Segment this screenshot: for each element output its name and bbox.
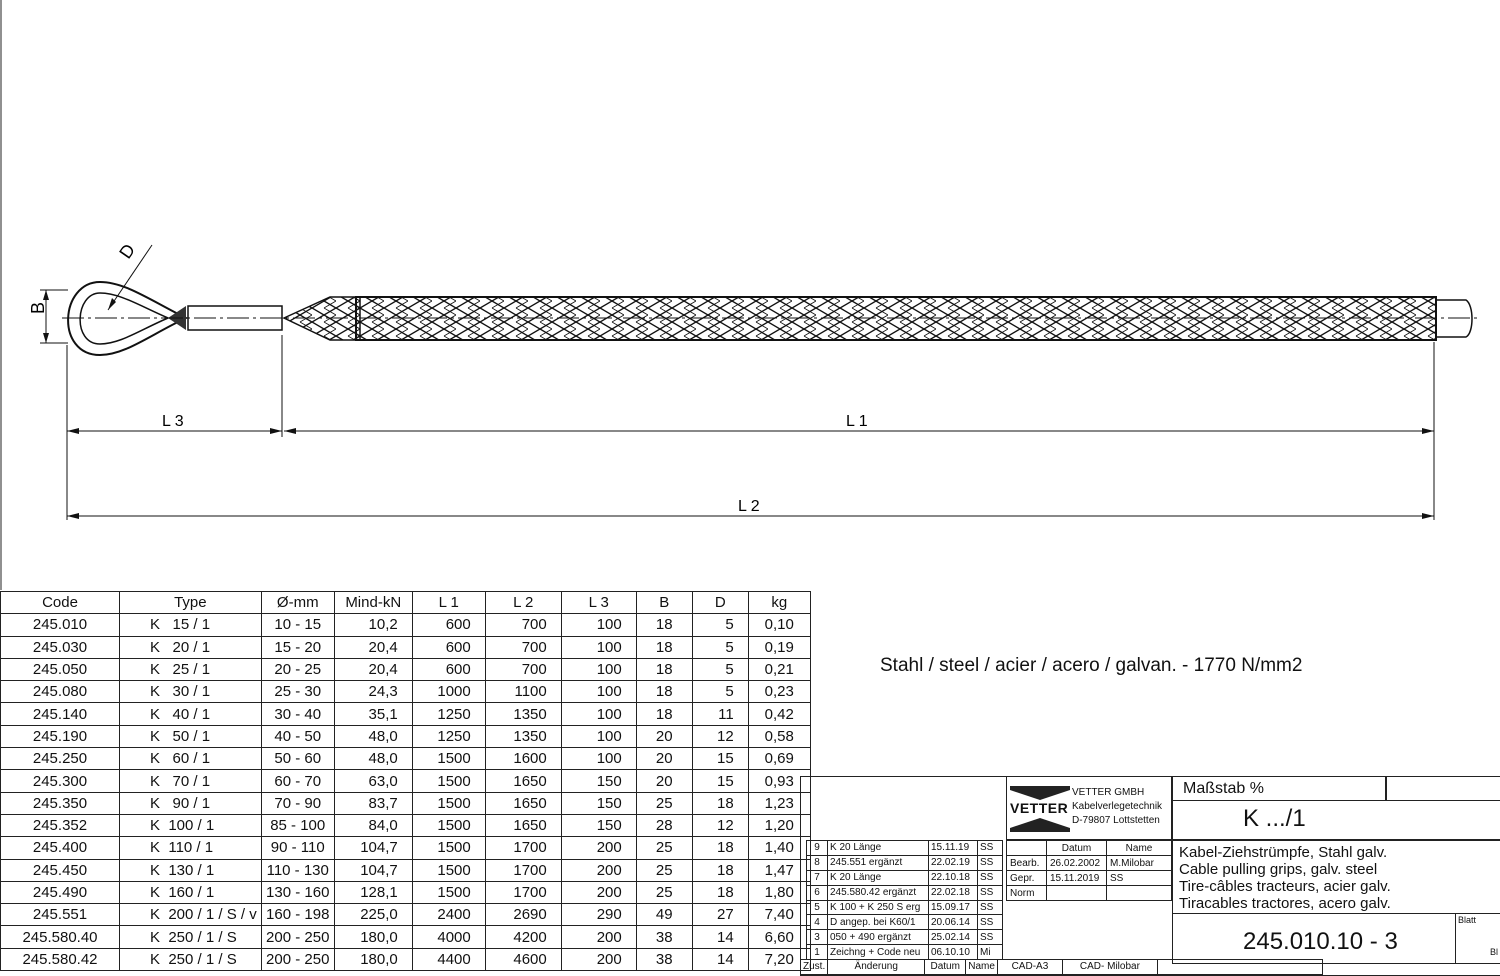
cell-code: 245.030 xyxy=(1,636,120,658)
cell-code: 245.450 xyxy=(1,859,120,881)
revision-name: SS xyxy=(978,870,1003,885)
cell-type: K 25 / 1 xyxy=(120,658,262,680)
cell-b: 20 xyxy=(636,748,692,770)
cell-l3: 100 xyxy=(561,748,636,770)
col-header-b: B xyxy=(636,592,692,614)
scale-value-box xyxy=(1386,776,1500,801)
cell-kg: 7,40 xyxy=(748,904,810,926)
revision-row xyxy=(807,900,1003,915)
cell-kg: 6,60 xyxy=(748,926,810,948)
revision-number: 1 xyxy=(807,945,828,960)
cell-b: 18 xyxy=(636,658,692,680)
cell-b: 38 xyxy=(636,926,692,948)
cell-d: 5 xyxy=(692,636,748,658)
cell-type: K 60 / 1 xyxy=(120,748,262,770)
cell-kg: 1,23 xyxy=(748,792,810,814)
cell-min-kn: 20,4 xyxy=(334,636,412,658)
revision-number: 7 xyxy=(807,870,828,885)
revision-change: 245.580.42 ergänzt xyxy=(828,885,929,900)
revision-name: SS xyxy=(978,930,1003,945)
cell-code: 245.300 xyxy=(1,770,120,792)
cell-type: K 100 / 1 xyxy=(120,814,262,836)
cell-l3: 290 xyxy=(561,904,636,926)
cell-b: 18 xyxy=(636,636,692,658)
revision-name: SS xyxy=(978,900,1003,915)
cell-code: 245.551 xyxy=(1,904,120,926)
cell-min-kn: 24,3 xyxy=(334,681,412,703)
scale-box xyxy=(1172,776,1386,801)
cell-code: 245.580.40 xyxy=(1,926,120,948)
revision-row xyxy=(807,915,1003,930)
model-name: K .../1 xyxy=(1243,805,1306,832)
cell-diameter: 60 - 70 xyxy=(261,770,334,792)
approval-body xyxy=(1007,856,1172,901)
revision-footer xyxy=(800,959,1323,975)
company-name: VETTER GMBH xyxy=(1072,787,1145,798)
company-line3: D-79807 Lottstetten xyxy=(1072,815,1160,826)
cell-d: 15 xyxy=(692,748,748,770)
approval-cell: 26.02.2002 xyxy=(1047,856,1107,871)
cell-l3: 100 xyxy=(561,658,636,680)
scale-label: Maßstab % xyxy=(1183,780,1264,797)
cell-kg: 0,10 xyxy=(748,614,810,636)
cell-diameter: 10 - 15 xyxy=(261,614,334,636)
cell-b: 20 xyxy=(636,725,692,747)
cell-type: K 250 / 1 / S xyxy=(120,926,262,948)
model-box xyxy=(1172,800,1500,840)
cell-l3: 150 xyxy=(561,770,636,792)
cell-d: 18 xyxy=(692,792,748,814)
revision-change: K 20 Länge xyxy=(828,870,929,885)
cell-type: K 20 / 1 xyxy=(120,636,262,658)
cell-b: 18 xyxy=(636,703,692,725)
revision-name: SS xyxy=(978,915,1003,930)
cell-d: 14 xyxy=(692,948,748,970)
cell-type: K 250 / 1 / S xyxy=(120,948,262,970)
cell-d: 27 xyxy=(692,904,748,926)
cell-type: K 40 / 1 xyxy=(120,703,262,725)
revision-date: 15.09.17 xyxy=(929,900,978,915)
cell-d: 12 xyxy=(692,814,748,836)
approval-table xyxy=(1006,840,1172,901)
description-en: Cable pulling grips, galv. steel xyxy=(1179,861,1378,878)
cell-d: 18 xyxy=(692,881,748,903)
revision-date: 22.02.19 xyxy=(929,855,978,870)
cell-type: K 70 / 1 xyxy=(120,770,262,792)
revision-date: 22.02.18 xyxy=(929,885,978,900)
sheet-value: Bl xyxy=(1490,947,1499,957)
cell-l1: 600 xyxy=(412,614,485,636)
cell-b: 49 xyxy=(636,904,692,926)
cell-d: 18 xyxy=(692,837,748,859)
cell-min-kn: 10,2 xyxy=(334,614,412,636)
cell-l2: 1650 xyxy=(485,792,561,814)
cell-min-kn: 84,0 xyxy=(334,814,412,836)
revision-table xyxy=(806,840,1003,960)
cell-kg: 0,42 xyxy=(748,703,810,725)
revision-name: SS xyxy=(978,885,1003,900)
cell-kg: 0,23 xyxy=(748,681,810,703)
col-header-l3: L 3 xyxy=(561,592,636,614)
cell-kg: 0,69 xyxy=(748,748,810,770)
revision-date: 15.11.19 xyxy=(929,841,978,856)
revision-date: 06.10.10 xyxy=(929,945,978,960)
cell-type: K 160 / 1 xyxy=(120,881,262,903)
cell-l1: 600 xyxy=(412,636,485,658)
cell-l1: 1000 xyxy=(412,681,485,703)
revision-row xyxy=(807,885,1003,900)
cell-diameter: 50 - 60 xyxy=(261,748,334,770)
cell-kg: 1,47 xyxy=(748,859,810,881)
cell-d: 5 xyxy=(692,614,748,636)
dim-label-d: D xyxy=(115,240,140,263)
dim-label-l2: L 2 xyxy=(738,498,760,515)
vetter-logo xyxy=(1010,786,1070,832)
col-header-code: Code xyxy=(1,592,120,614)
cell-l2: 4600 xyxy=(485,948,561,970)
cell-l3: 100 xyxy=(561,703,636,725)
cell-l3: 200 xyxy=(561,881,636,903)
cell-d: 11 xyxy=(692,703,748,725)
cell-diameter: 40 - 50 xyxy=(261,725,334,747)
cell-l3: 100 xyxy=(561,681,636,703)
company-line2: Kabelverlegetechnik xyxy=(1072,801,1163,812)
revision-change: K 100 + K 250 S erg xyxy=(828,900,929,915)
cell-l1: 1500 xyxy=(412,881,485,903)
col-header-type: Type xyxy=(120,592,262,614)
revision-row xyxy=(807,945,1003,960)
cad-author: CAD- Milobar xyxy=(1062,960,1157,975)
table-row xyxy=(1,681,811,703)
description-box xyxy=(1172,840,1500,914)
table-row xyxy=(1,859,811,881)
col-header-d: D xyxy=(692,592,748,614)
dim-label-l3: L 3 xyxy=(162,413,184,430)
cell-min-kn: 83,7 xyxy=(334,792,412,814)
table-row xyxy=(1,703,811,725)
cell-diameter: 130 - 160 xyxy=(261,881,334,903)
cell-b: 18 xyxy=(636,681,692,703)
cell-b: 25 xyxy=(636,859,692,881)
cell-l2: 4200 xyxy=(485,926,561,948)
revision-row xyxy=(807,870,1003,885)
cell-b: 25 xyxy=(636,881,692,903)
revision-footer-name: Name xyxy=(966,960,998,975)
cell-type: K 200 / 1 / S / v xyxy=(120,904,262,926)
cell-kg: 0,93 xyxy=(748,770,810,792)
table-row xyxy=(1,814,811,836)
col-header-kg: kg xyxy=(748,592,810,614)
approval-header-name: Name xyxy=(1107,841,1172,856)
approval-cell xyxy=(1047,886,1107,901)
cell-b: 18 xyxy=(636,614,692,636)
cell-l2: 1700 xyxy=(485,881,561,903)
revision-body xyxy=(807,841,1003,960)
cell-l2: 700 xyxy=(485,636,561,658)
spec-table-header-row xyxy=(1,592,811,614)
cell-l1: 1250 xyxy=(412,725,485,747)
table-row xyxy=(1,926,811,948)
cell-l3: 200 xyxy=(561,859,636,881)
drawing-number: 245.010.10 - 3 xyxy=(1243,928,1398,955)
cell-l3: 200 xyxy=(561,926,636,948)
cell-code: 245.400 xyxy=(1,837,120,859)
revision-number: 8 xyxy=(807,855,828,870)
sheet-box xyxy=(1455,913,1500,964)
revision-footer-status: Zust. xyxy=(801,960,828,975)
cell-code: 245.352 xyxy=(1,814,120,836)
cell-l2: 1650 xyxy=(485,770,561,792)
cell-min-kn: 225,0 xyxy=(334,904,412,926)
approval-row xyxy=(1007,871,1172,886)
cell-kg: 1,80 xyxy=(748,881,810,903)
cell-min-kn: 128,1 xyxy=(334,881,412,903)
revision-name: Mi xyxy=(978,945,1003,960)
revision-footer-date: Datum xyxy=(925,960,966,975)
cell-code: 245.490 xyxy=(1,881,120,903)
approval-row xyxy=(1007,886,1172,901)
cell-l2: 1700 xyxy=(485,859,561,881)
cell-type: K 130 / 1 xyxy=(120,859,262,881)
cell-l2: 1650 xyxy=(485,814,561,836)
cell-l2: 1100 xyxy=(485,681,561,703)
cell-code: 245.140 xyxy=(1,703,120,725)
col-header-diameter: Ø-mm xyxy=(261,592,334,614)
cell-code: 245.250 xyxy=(1,748,120,770)
cell-d: 18 xyxy=(692,859,748,881)
revision-number: 4 xyxy=(807,915,828,930)
cell-l3: 100 xyxy=(561,636,636,658)
sheet-label: Blatt xyxy=(1458,915,1477,925)
cell-diameter: 25 - 30 xyxy=(261,681,334,703)
revision-number: 9 xyxy=(807,841,828,856)
cell-kg: 7,20 xyxy=(748,948,810,970)
table-row xyxy=(1,904,811,926)
cell-l2: 1350 xyxy=(485,725,561,747)
revision-change: D angep. bei K60/1 xyxy=(828,915,929,930)
cell-b: 28 xyxy=(636,814,692,836)
cell-code: 245.350 xyxy=(1,792,120,814)
revision-change: K 20 Länge xyxy=(828,841,929,856)
cell-diameter: 70 - 90 xyxy=(261,792,334,814)
cell-min-kn: 48,0 xyxy=(334,748,412,770)
approval-row xyxy=(1007,856,1172,871)
approval-header-blank xyxy=(1007,841,1047,856)
revision-number: 3 xyxy=(807,930,828,945)
revision-change: 050 + 490 ergänzt xyxy=(828,930,929,945)
table-row xyxy=(1,658,811,680)
cell-l1: 2400 xyxy=(412,904,485,926)
material-note: Stahl / steel / acier / acero / galvan. - 1770 N/mm2 xyxy=(880,655,1303,676)
cell-kg: 1,40 xyxy=(748,837,810,859)
cell-b: 25 xyxy=(636,837,692,859)
cell-min-kn: 180,0 xyxy=(334,948,412,970)
dim-label-b: B xyxy=(28,301,48,314)
cell-min-kn: 48,0 xyxy=(334,725,412,747)
cell-d: 5 xyxy=(692,658,748,680)
table-row xyxy=(1,792,811,814)
cell-l1: 1500 xyxy=(412,837,485,859)
table-row xyxy=(1,636,811,658)
cell-type: K 110 / 1 xyxy=(120,837,262,859)
cell-code: 245.580.42 xyxy=(1,948,120,970)
cell-d: 5 xyxy=(692,681,748,703)
approval-cell: 15.11.2019 xyxy=(1047,871,1107,886)
cell-d: 12 xyxy=(692,725,748,747)
cell-kg: 0,21 xyxy=(748,658,810,680)
table-row xyxy=(1,948,811,970)
cell-type: K 50 / 1 xyxy=(120,725,262,747)
cell-code: 245.050 xyxy=(1,658,120,680)
cell-min-kn: 35,1 xyxy=(334,703,412,725)
description-es: Tiracables tractores, acero galv. xyxy=(1179,895,1391,912)
description-fr: Tire-câbles tracteurs, acier galv. xyxy=(1179,878,1391,895)
revision-number: 6 xyxy=(807,885,828,900)
revision-row xyxy=(807,930,1003,945)
approval-cell: Bearb. xyxy=(1007,856,1047,871)
cell-l2: 700 xyxy=(485,658,561,680)
table-row xyxy=(1,770,811,792)
cell-l1: 1500 xyxy=(412,748,485,770)
description-de: Kabel-Ziehstrümpfe, Stahl galv. xyxy=(1179,844,1388,861)
cell-min-kn: 20,4 xyxy=(334,658,412,680)
cell-l1: 1500 xyxy=(412,792,485,814)
cell-d: 15 xyxy=(692,770,748,792)
col-header-min-kn: Mind-kN xyxy=(334,592,412,614)
drawing-number-box xyxy=(1172,913,1456,964)
cell-l1: 1250 xyxy=(412,703,485,725)
cell-code: 245.010 xyxy=(1,614,120,636)
cell-diameter: 110 - 130 xyxy=(261,859,334,881)
table-row xyxy=(1,837,811,859)
cell-diameter: 15 - 20 xyxy=(261,636,334,658)
cell-l2: 1600 xyxy=(485,748,561,770)
cell-b: 25 xyxy=(636,792,692,814)
cell-l3: 150 xyxy=(561,814,636,836)
dim-label-l1: L 1 xyxy=(846,413,868,430)
revision-row xyxy=(807,855,1003,870)
cell-l3: 200 xyxy=(561,948,636,970)
approval-header-date: Datum xyxy=(1047,841,1107,856)
cell-b: 20 xyxy=(636,770,692,792)
cell-b: 38 xyxy=(636,948,692,970)
revision-change: Zeichng + Code neu xyxy=(828,945,929,960)
cell-diameter: 85 - 100 xyxy=(261,814,334,836)
cell-l1: 1500 xyxy=(412,770,485,792)
approval-cell: M.Milobar xyxy=(1107,856,1172,871)
cell-diameter: 200 - 250 xyxy=(261,926,334,948)
approval-cell: SS xyxy=(1107,871,1172,886)
cell-min-kn: 63,0 xyxy=(334,770,412,792)
logo-text: VETTER xyxy=(1010,800,1069,816)
revision-footer-change: Änderung xyxy=(828,960,925,975)
cell-code: 245.080 xyxy=(1,681,120,703)
revision-number: 5 xyxy=(807,900,828,915)
table-row xyxy=(1,614,811,636)
approval-cell: Gepr. xyxy=(1007,871,1047,886)
cell-kg: 0,19 xyxy=(748,636,810,658)
table-row xyxy=(1,725,811,747)
col-header-l1: L 1 xyxy=(412,592,485,614)
cell-min-kn: 104,7 xyxy=(334,859,412,881)
cell-kg: 0,58 xyxy=(748,725,810,747)
cell-l3: 150 xyxy=(561,792,636,814)
revision-change: 245.551 ergänzt xyxy=(828,855,929,870)
col-header-l2: L 2 xyxy=(485,592,561,614)
cell-l1: 4400 xyxy=(412,948,485,970)
cell-diameter: 90 - 110 xyxy=(261,837,334,859)
revision-footer-blank xyxy=(1157,960,1322,975)
cell-d: 14 xyxy=(692,926,748,948)
cell-l1: 1500 xyxy=(412,859,485,881)
cell-min-kn: 180,0 xyxy=(334,926,412,948)
revision-date: 20.06.14 xyxy=(929,915,978,930)
approval-cell xyxy=(1107,886,1172,901)
cell-type: K 15 / 1 xyxy=(120,614,262,636)
revision-date: 22.10.18 xyxy=(929,870,978,885)
cell-l2: 1350 xyxy=(485,703,561,725)
cell-l3: 100 xyxy=(561,614,636,636)
cell-l3: 100 xyxy=(561,725,636,747)
cell-diameter: 200 - 250 xyxy=(261,948,334,970)
cell-l3: 200 xyxy=(561,837,636,859)
spec-table xyxy=(0,591,811,971)
cell-type: K 30 / 1 xyxy=(120,681,262,703)
revision-name: SS xyxy=(978,855,1003,870)
table-row xyxy=(1,748,811,770)
table-row xyxy=(1,881,811,903)
cell-l1: 600 xyxy=(412,658,485,680)
cell-min-kn: 104,7 xyxy=(334,837,412,859)
cell-l1: 1500 xyxy=(412,814,485,836)
cell-l2: 1700 xyxy=(485,837,561,859)
revision-row xyxy=(807,841,1003,856)
cell-diameter: 30 - 40 xyxy=(261,703,334,725)
cell-code: 245.190 xyxy=(1,725,120,747)
cell-l1: 4000 xyxy=(412,926,485,948)
cell-kg: 1,20 xyxy=(748,814,810,836)
cell-diameter: 20 - 25 xyxy=(261,658,334,680)
cad-format: CAD-A3 xyxy=(997,960,1062,975)
revision-date: 25.02.14 xyxy=(929,930,978,945)
cell-type: K 90 / 1 xyxy=(120,792,262,814)
spec-table-body xyxy=(1,614,811,971)
cell-l2: 2690 xyxy=(485,904,561,926)
cell-diameter: 160 - 198 xyxy=(261,904,334,926)
cell-l2: 700 xyxy=(485,614,561,636)
approval-cell: Norm xyxy=(1007,886,1047,901)
revision-name: SS xyxy=(978,841,1003,856)
